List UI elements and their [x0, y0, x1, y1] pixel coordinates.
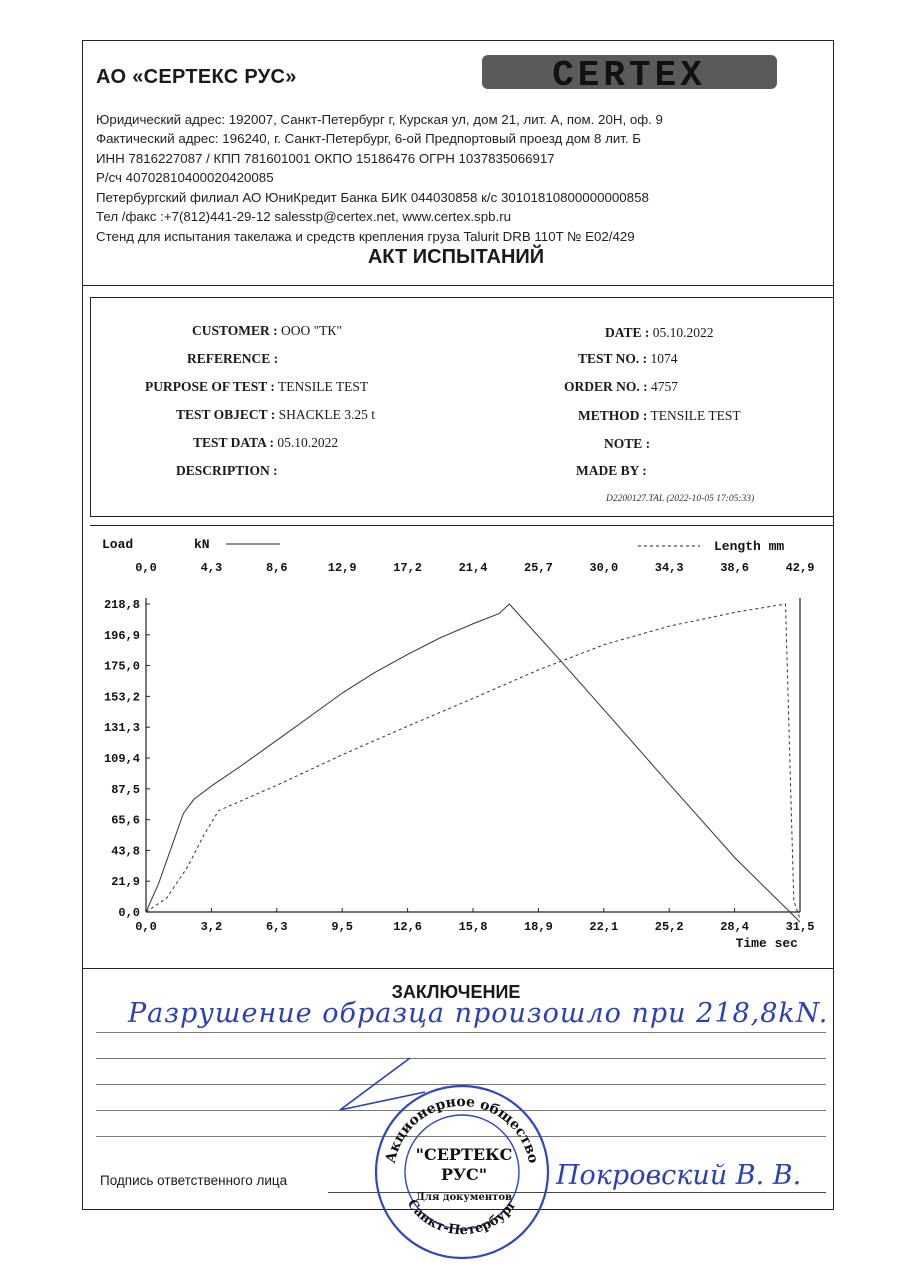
- test-data-field: TEST DATA : 05.10.2022: [193, 435, 339, 450]
- stamp-center-line2: РУС": [440, 1165, 488, 1184]
- y-tick-label: 21,9: [111, 875, 140, 890]
- y-tick-label: 109,4: [103, 752, 140, 766]
- top-tick-label: 0,0: [135, 561, 157, 575]
- x-tick-label: 22,1: [589, 920, 619, 934]
- company-name: АО «СЕРТЕКС РУС»: [96, 66, 297, 88]
- legal-address: Юридический адрес: 192007, Санкт-Петербург г, Курская ул, дом 21, лит. А, пом. 20Н, оф. 9: [96, 112, 663, 127]
- top-tick-label: 12,9: [327, 561, 357, 575]
- top-tick-label: 42,9: [785, 561, 815, 575]
- y-tick-label: 131,3: [103, 721, 140, 736]
- stamp-center-line1: "СЕРТЕКС: [415, 1145, 513, 1164]
- reference-field: REFERENCE :: [187, 351, 279, 366]
- x-tick-label: 18,9: [523, 920, 553, 934]
- top-tick-label: 17,2: [393, 561, 423, 575]
- x-tick-label: 28,4: [720, 920, 750, 934]
- x-tick-label: 15,8: [458, 920, 488, 934]
- x-tick-label: 6,3: [265, 920, 288, 934]
- test-no-field: TEST NO. : 1074: [578, 351, 678, 366]
- top-tick-label: 34,3: [654, 561, 684, 575]
- y-tick-label: 218,8: [103, 598, 140, 612]
- x-tick-label: 25,2: [654, 920, 684, 934]
- y-tick-label: 0,0: [118, 906, 140, 920]
- contacts-line: Тел /факс :+7(812)441-29-12 salesstp@certex.net, www.certex.spb.ru: [96, 209, 512, 224]
- load-unit-label: kN: [194, 537, 210, 552]
- x-tick-label: 31,5: [785, 920, 815, 934]
- length-label: Length mm: [714, 539, 785, 554]
- top-tick-label: 38,6: [720, 561, 750, 575]
- stamp-bottom-text: Санкт-Петербург: [403, 1196, 521, 1239]
- divider: [82, 968, 834, 969]
- y-tick-label: 43,8: [111, 844, 140, 859]
- document-title: АКТ ИСПЫТАНИЙ: [367, 246, 545, 268]
- y-tick-label: 196,9: [103, 628, 140, 643]
- x-tick-label: 9,5: [331, 920, 354, 934]
- length-series-line: [146, 604, 800, 919]
- writing-line: [96, 1032, 826, 1033]
- top-tick-label: 30,0: [589, 561, 619, 575]
- stamp-inner-text: Для документов: [416, 1192, 512, 1203]
- x-tick-label: 3,2: [200, 920, 223, 934]
- logo-text: CERTEX: [552, 55, 706, 92]
- load-series-line: [146, 604, 800, 922]
- y-tick-label: 87,5: [111, 782, 140, 797]
- bank-line: Петербургский филиал АО ЮниКредит Банка БИК 044030858 к/с 30101810800000000858: [96, 190, 649, 205]
- test-object-field: TEST OBJECT : SHACKLE 3.25 t: [176, 407, 376, 422]
- order-no-field: ORDER NO. : 4757: [564, 379, 678, 394]
- stamp-top-text: Акционерное общество: [382, 1093, 542, 1165]
- tensile-chart: [90, 526, 834, 966]
- top-tick-label: 8,6: [265, 561, 288, 575]
- date-field: DATE : 05.10.2022: [605, 325, 714, 340]
- top-tick-label: 4,3: [200, 561, 223, 575]
- method-field: METHOD : TENSILE TEST: [578, 408, 741, 423]
- x-tick-label: 12,6: [393, 920, 423, 934]
- top-tick-label: 25,7: [523, 561, 553, 575]
- certex-logo: [482, 52, 777, 92]
- inn-line: ИНН 7816227087 / КПП 781601001 ОКПО 15186476 ОГРН 1037835066917: [96, 151, 555, 166]
- writing-line: [96, 1058, 826, 1059]
- y-tick-label: 65,6: [111, 813, 140, 828]
- y-tick-label: 175,0: [103, 659, 140, 674]
- handwritten-conclusion: Разрушение образца произошло при 218,8kN.: [128, 998, 829, 1029]
- signature-label: Подпись ответственного лица: [100, 1173, 288, 1188]
- tensile-chart-area: [90, 525, 834, 966]
- time-label: Time sec: [735, 936, 798, 951]
- divider: [82, 285, 834, 286]
- x-tick-label: 0,0: [135, 920, 157, 934]
- load-label: Load: [102, 537, 134, 552]
- company-stamp: [372, 1082, 552, 1262]
- customer-field: CUSTOMER : ООО "ТК": [192, 323, 342, 338]
- actual-address: Фактический адрес: 196240, г. Санкт-Петербург, 6-ой Предпортовый проезд дом 8 лит. Б: [96, 131, 642, 146]
- made-by-field: MADE BY :: [576, 463, 647, 478]
- top-tick-label: 21,4: [458, 561, 488, 575]
- note-field: NOTE :: [604, 436, 651, 451]
- file-reference: D2200127.TAL (2022-10-05 17:05:33): [606, 494, 755, 504]
- account-line: Р/сч 40702810400020420085: [96, 170, 274, 185]
- description-field: DESCRIPTION :: [176, 463, 278, 478]
- purpose-field: PURPOSE OF TEST : TENSILE TEST: [145, 379, 369, 394]
- conclusion-title: ЗАКЛЮЧЕНИЕ: [391, 982, 521, 1002]
- signature-name: Покровский В. В.: [556, 1160, 802, 1191]
- stand-line: Стенд для испытания такелажа и средств крепления груза Talurit DRB 110T № E02/429: [96, 229, 635, 244]
- y-tick-label: 153,2: [103, 690, 140, 705]
